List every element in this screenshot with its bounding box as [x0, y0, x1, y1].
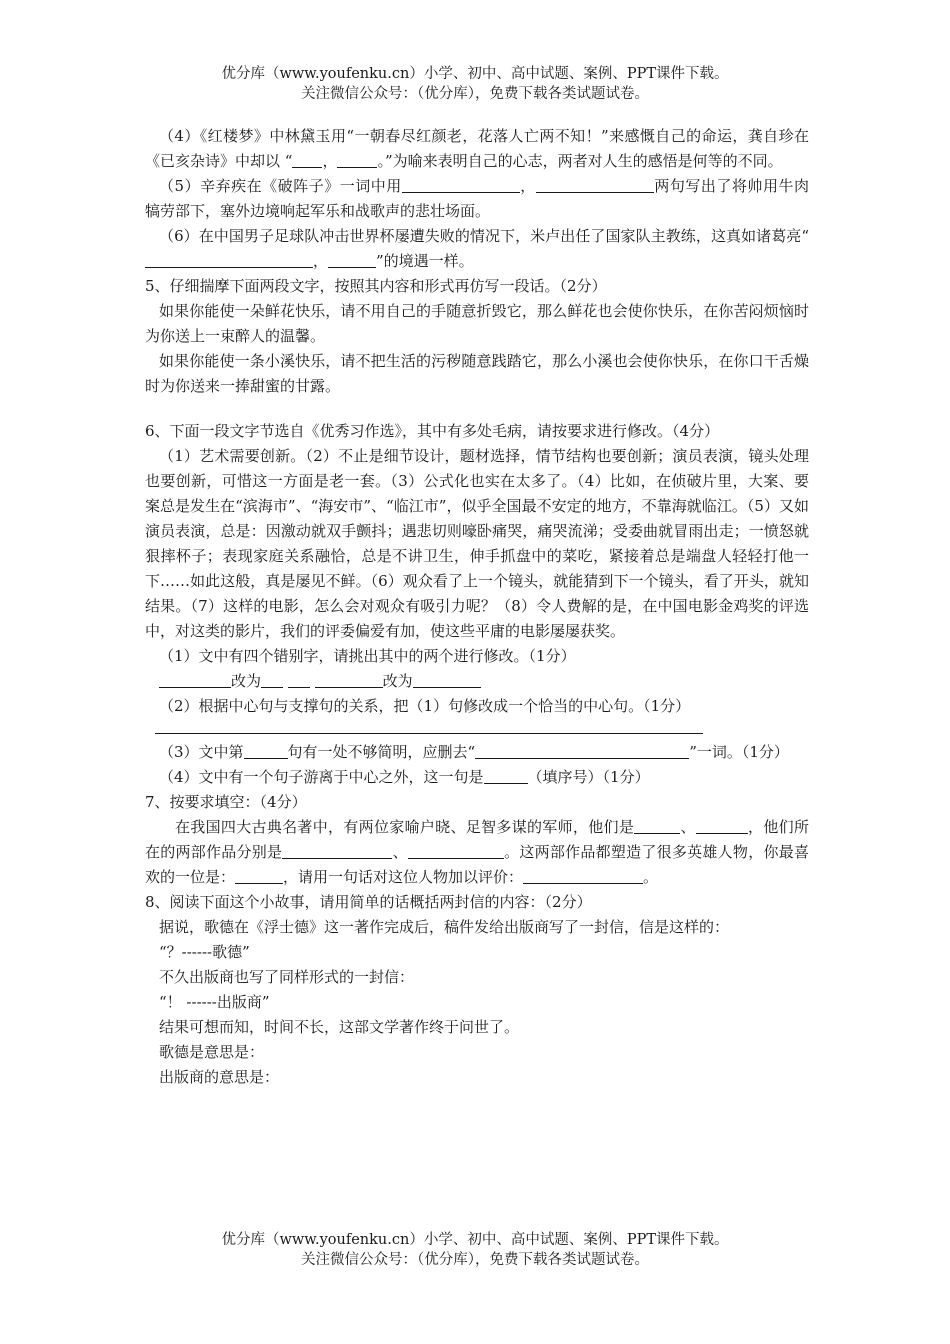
q8-publisher-meaning: 出版商的意思是：	[159, 1068, 280, 1086]
answer-blank[interactable]	[484, 767, 528, 784]
spacer	[145, 399, 809, 419]
q5-title: 5、仔细揣摩下面两段文字，按照其内容和形式再仿写一段话。（2分）	[145, 277, 607, 295]
q6-sub-4: （4）文中有一个句子游离于中心之外，这一句是 （填序号）（1分）	[159, 768, 650, 786]
answer-blank[interactable]	[475, 742, 689, 759]
answer-blank[interactable]	[413, 671, 481, 688]
answer-blank[interactable]	[292, 151, 322, 168]
answer-blank[interactable]	[408, 842, 504, 859]
answer-blank[interactable]	[315, 671, 383, 688]
header-line-1: 优分库（www.youfenku.cn）小学、初中、高中试题、案例、PPT课件下载。	[221, 66, 729, 82]
answer-blank[interactable]	[261, 671, 283, 688]
q8-line-3: 结果可想而知，时间不长，这部文学著作终于问世了。	[159, 1018, 520, 1036]
q7-text: 在我国四大古典名著中，有两位家喻户晓、足智多谋的军师，他们是 、 ，他们所在的两部作品分别是 、 。这两部作品都塑造了很多英雄人物，你最喜欢的一位是： ，请用一句话对这位人物加以评价： 。	[145, 818, 809, 886]
answer-blank[interactable]	[536, 176, 654, 193]
answer-blank[interactable]	[523, 867, 643, 884]
q6-title: 6、下面一段文字节选自《优秀习作选》，其中有多处毛病，请按要求进行修改。（4分）	[145, 422, 720, 440]
answer-blank[interactable]	[328, 251, 376, 268]
footer-line-2: 关注微信公众号：（优分库），免费下载各类试题试卷。	[301, 1252, 649, 1268]
q6-sub-1-answer: 改为 改为	[145, 669, 809, 694]
q6-sub-1: （1）文中有四个错别字，请挑出其中的两个进行修改。（1分）	[159, 647, 576, 665]
answer-line[interactable]	[155, 719, 703, 734]
q8-line-2: 不久出版商也写了同样形式的一封信：	[159, 968, 415, 986]
document-body	[145, 124, 809, 1090]
q6-passage: （1）艺术需要创新。（2）不止是细节设计，题材选择，情节结构也要创新；演员表演，镜头处理也要创新，可惜这一方面是老一套。（3）公式化也实在太多了。（4）比如，在侦破片里，大案、要案总是发生在“滨海市”、“海安市”、“临江市”，似乎全国最不安定的地方，不靠海就临江。（5）又如演员表演，总是：因激动就双手颤抖；遇悲切则嚎卧痛哭，痛哭流涕；受委曲就冒雨出走；一愤怒就狠摔杯子；表现家庭关系融恰，总是不讲卫生，伸手抓盘中的菜吃，紧接着总是端盘人轻轻打他一下……如此这般，真是屡见不鲜。（6）观众看了上一个镜头，就能猜到下一个镜头，看了开头，就知结果。（7）这样的电影，怎么会对观众有吸引力呢？（8）令人费解的是，在中国电影金鸡奖的评选中，对这类的影片，我们的评委偏爱有加，使这些平庸的电影屡屡获奖。	[145, 447, 809, 640]
q8-title: 8、阅读下面这个小故事，请用简单的话概括两封信的内容：（2分）	[145, 893, 592, 911]
q7-title: 7、按要求填空：（4分）	[145, 793, 307, 811]
q6-sub-3: （3）文中第 句有一处不够简明，应删去“ ”一词。（1分）	[159, 743, 789, 761]
answer-blank[interactable]	[282, 842, 392, 859]
answer-blank[interactable]	[402, 176, 520, 193]
answer-blank[interactable]	[288, 671, 310, 688]
answer-blank[interactable]	[159, 671, 231, 688]
answer-blank[interactable]	[244, 742, 288, 759]
q8-letter-2: “！ ------出版商”	[159, 993, 270, 1011]
q6-sub-2: （2）根据中心句与支撑句的关系，把（1）句修改成一个恰当的中心句。（1分）	[159, 697, 691, 715]
q8-letter-1: “？------歌德”	[159, 943, 250, 961]
header-line-2: 关注微信公众号：（优分库），免费下载各类试题试卷。	[301, 86, 649, 102]
q4-item-5: （5）辛弃疾在《破阵子》一词中用 ， 两句写出了将帅用牛肉犒劳部下，塞外边境响起军乐和战歌声的悲壮场面。	[145, 177, 809, 220]
q5-para-1: 如果你能使一朵鲜花快乐，请不用自己的手随意折毁它，那么鲜花也会使你快乐，在你苦闷烦恼时为你送上一束醉人的温馨。	[145, 302, 809, 345]
answer-blank[interactable]	[145, 251, 313, 268]
q5-para-2: 如果你能使一条小溪快乐，请不把生活的污秽随意践踏它，那么小溪也会使你快乐，在你口干舌燥时为你送来一捧甜蜜的甘露。	[145, 352, 809, 395]
q8-line-1: 据说，歌德在《浮士德》这一著作完成后，稿件发给出版商写了一封信，信是这样的：	[159, 918, 730, 936]
q4-item-6: （6）在中国男子足球队冲击世界杯屡遭失败的情况下，米卢出任了国家队主教练，这真如诸葛亮“， ”的境遇一样。	[145, 224, 809, 274]
answer-blank[interactable]	[235, 867, 283, 884]
answer-blank[interactable]	[696, 817, 748, 834]
footer-line-1: 优分库（www.youfenku.cn）小学、初中、高中试题、案例、PPT课件下载。	[221, 1232, 729, 1248]
answer-blank[interactable]	[337, 151, 377, 168]
q8-goethe-meaning: 歌德是意思是：	[159, 1043, 265, 1061]
answer-blank[interactable]	[634, 817, 680, 834]
q4-item-4: （4）《红楼梦》中林黛玉用“一朝春尽红颜老，花落人亡两不知！”来感慨自己的命运，龚自珍在《已亥杂诗》中却以 “ ， 。”为喻来表明自己的心志，两者对人生的感悟是何等的不同。	[145, 127, 809, 170]
page-footer	[0, 1230, 950, 1270]
page-header	[0, 64, 950, 104]
